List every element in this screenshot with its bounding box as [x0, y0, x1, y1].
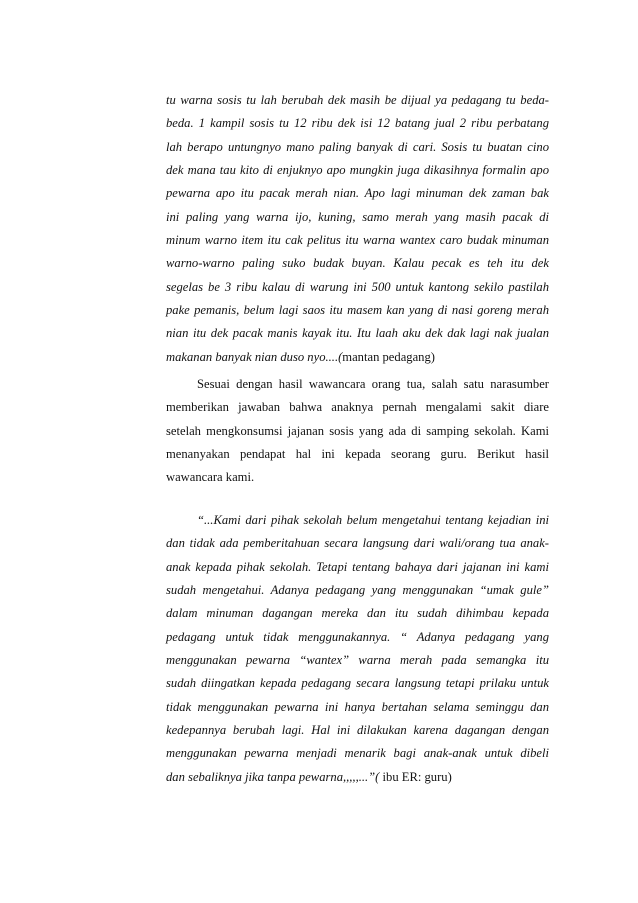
paragraph-narrative	[166, 373, 549, 490]
text-line: memberikan jawaban bahwa anaknya pernah mengalami sakit diare	[166, 400, 549, 415]
text-line: dan tidak ada pemberitahuan secara langsung dari wali/orang tua anak-	[166, 536, 549, 551]
text-line: ini paling yang warna ijo, kuning, samo merah yang masih pacak di	[166, 209, 549, 224]
text-line: menggunakan pewarna menjadi menarik bagi anak-anak untuk dibeli	[166, 746, 549, 761]
text-line-last	[166, 346, 549, 369]
text-line: pedagang untuk tidak menggunakannya. “ Adanya pedagang yang	[166, 629, 549, 644]
text-line: dek mana tau kito di enjuknyo apo mungkin juga dikasihnya formalin apo	[166, 162, 549, 177]
text-line: lah berapo untungnyo mano paling banyak di cari. Sosis tu buatan cino	[166, 139, 549, 154]
quote-text: dan sebaliknya jika tanpa pewarna,,,,,...”(	[166, 769, 380, 784]
text-line: anak kepada pihak sekolah. Tetapi tentang bahaya dari jajanan ini kami	[166, 559, 549, 574]
text-line: menanyakan pendapat hal ini kepada seorang guru. Berikut hasil	[166, 446, 549, 461]
text-line: “...Kami dari pihak sekolah belum mengetahui tentang kejadian ini	[197, 513, 549, 527]
source-attribution: ibu ER: guru)	[379, 769, 452, 784]
text-line: tidak menggunakan pewarna ini hanya bertahan selama seminggu dan	[166, 699, 549, 714]
paragraph-quote-trader	[166, 89, 549, 369]
quote-text: makanan banyak nian duso nyo....(	[166, 349, 343, 364]
text-line: warno-warno paling suko budak buyan. Kalau pecak es teh itu dek	[166, 256, 549, 271]
text-line: Sesuai dengan hasil wawancara orang tua, salah satu narasumber	[197, 377, 549, 391]
text-line: tu warna sosis tu lah berubah dek masih be dijual ya pedagang tu beda-	[166, 93, 549, 107]
text-line-last	[166, 766, 549, 789]
text-line: pewarna apo itu pacak merah nian. Apo lagi minuman dek zaman bak	[166, 186, 549, 201]
text-line: pake pemanis, belum lagi saos itu masem kan yang di nasi goreng merah	[166, 302, 549, 317]
text-line: nian itu dek pacak manis kayak itu. Itu laah aku dek dak lagi nak jualan	[166, 326, 549, 341]
source-attribution: mantan pedagang)	[342, 349, 435, 364]
text-line-last: wawancara kami.	[166, 470, 255, 485]
text-line: setelah mengkonsumsi jajanan sosis yang ada di samping sekolah. Kami	[166, 423, 549, 438]
text-line: dalam minuman dagangan mereka dan itu sudah dihimbau kepada	[166, 606, 549, 621]
text-line: segelas be 3 ribu kalau di warung ini 500 untuk kantong sekilo pastilah	[166, 279, 549, 294]
text-line: menggunakan pewarna “wantex” warna merah pada semangka itu	[166, 652, 549, 667]
text-line: kedepannya berubah lagi. Hal ini dilakukan karena dagangan dengan	[166, 722, 549, 737]
text-line: minum warno item itu cak pelitus itu warna wantex caro budak minuman	[166, 232, 549, 247]
paragraph-quote-teacher	[166, 509, 549, 789]
text-line: beda. 1 kampil sosis tu 12 ribu dek isi 12 batang jual 2 ribu perbatang	[166, 116, 549, 131]
text-line: sudah mengetahui. Adanya pedagang yang menggunakan “umak gule”	[166, 582, 549, 597]
text-line: sudah diingatkan kepada pedagang secara langsung tetapi prilaku untuk	[166, 676, 549, 691]
